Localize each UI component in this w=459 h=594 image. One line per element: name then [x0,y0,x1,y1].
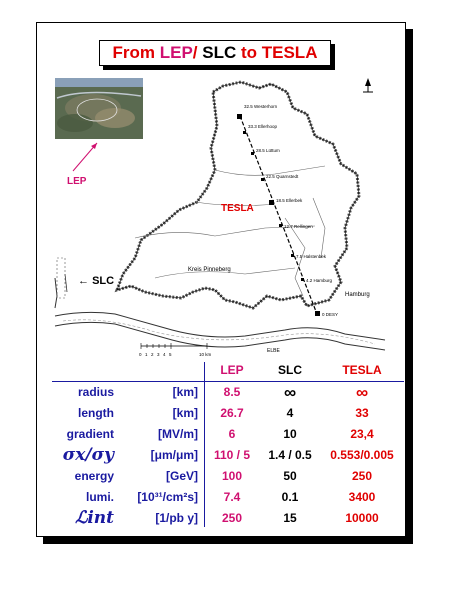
row-slc: 1.4 / 0.5 [268,448,312,462]
tesla-route-map [45,78,395,368]
row-slc: ∞ [283,383,297,402]
slc-map-label [78,275,114,287]
kreis-label: Kreis Pinneberg [188,267,231,273]
svg-text:2: 2 [151,352,154,357]
row-tesla: 23,4 [350,427,374,441]
row-lep: 8.5 [223,385,241,399]
row-tesla: 250 [351,469,373,483]
row-slc: 0.1 [281,490,299,504]
row-unit: [μm/μm] [150,448,198,462]
title-tesla: TESLA [261,43,318,62]
row-lep: 6 [228,427,236,441]
row-unit: [MV/m] [158,427,198,441]
row-slc: 10 [283,427,297,441]
station-label: 28.5 Lüttum [256,148,280,153]
station-label: 7.5 Halstenbek [296,254,327,259]
row-tesla: 3400 [348,490,376,504]
row-unit: [GeV] [165,469,198,483]
elbe-label: ELBE [267,348,280,354]
station-label: 4.2 Hamburg [306,278,333,283]
row-name: gradient [66,427,114,441]
tunnel-line [240,116,317,314]
row-unit: [km] [172,406,198,420]
svg-text:10 km: 10 km [199,352,212,357]
row-tesla: 10000 [345,511,379,525]
header-lep: LEP [220,363,244,377]
row-slc: 4 [286,406,294,420]
row-lep: 110 / 5 [213,448,251,462]
title-slash: / [192,43,203,62]
row-name: radius [77,385,114,399]
left-arrow-icon: ← [78,275,93,287]
table-row [0,424,459,445]
row-slc: 15 [283,511,297,525]
slide-title [99,40,331,66]
station-markers [237,114,320,316]
station-label: 0 DESY [322,312,339,317]
station-label: 12.7 Rellingen [284,224,313,229]
row-lep: 100 [221,469,243,483]
table-row [0,508,459,529]
station-label: 22.5 Quarnstedt [266,174,299,179]
table-row [0,487,459,508]
row-unit: [km] [172,385,198,399]
table-row [0,445,459,466]
row-lep: 250 [221,511,243,525]
title-lep: LEP [159,43,193,62]
row-unit: [10³¹/cm²s] [137,490,198,504]
row-lep: 26.7 [220,406,244,420]
row-tesla: 33 [355,406,369,420]
lep-aerial-photo [55,78,143,139]
svg-text:0: 0 [139,352,142,357]
tesla-map-label: TESLA [221,203,254,214]
svg-text:4: 4 [163,352,166,357]
table-row [0,403,459,424]
lep-map-label: LEP [67,176,87,187]
station-label: 32.5 Westerhorn [244,104,278,109]
svg-text:3: 3 [157,352,160,357]
row-name: lumi. [85,490,114,504]
hamburg-label: Hamburg [345,292,370,298]
header-tesla: TESLA [342,363,382,377]
title-slc: SLC [202,43,237,62]
row-lep: 7.4 [223,490,241,504]
compass-icon [363,78,373,92]
row-tesla: ∞ [355,383,369,402]
station-label: 33.3 Ellerhoop [248,124,278,129]
row-name: length [78,406,114,420]
station-label: 18.5 Ellerbek [276,198,303,203]
row-slc: 50 [283,469,297,483]
slc-label-text: SLC [92,275,115,287]
title-to: to [236,43,262,62]
svg-text:5: 5 [169,352,172,357]
row-name: ℒint [75,508,114,528]
header-slc: SLC [278,363,302,377]
title-from: From [112,43,160,62]
row-name: σx/σy [62,445,114,465]
table-row [0,466,459,487]
title-box [99,40,333,68]
svg-text:1: 1 [145,352,148,357]
row-name: energy [74,469,114,483]
table-row [0,382,459,403]
row-tesla: 0.553/0.005 [330,448,394,462]
row-unit: [1/pb y] [155,511,198,525]
